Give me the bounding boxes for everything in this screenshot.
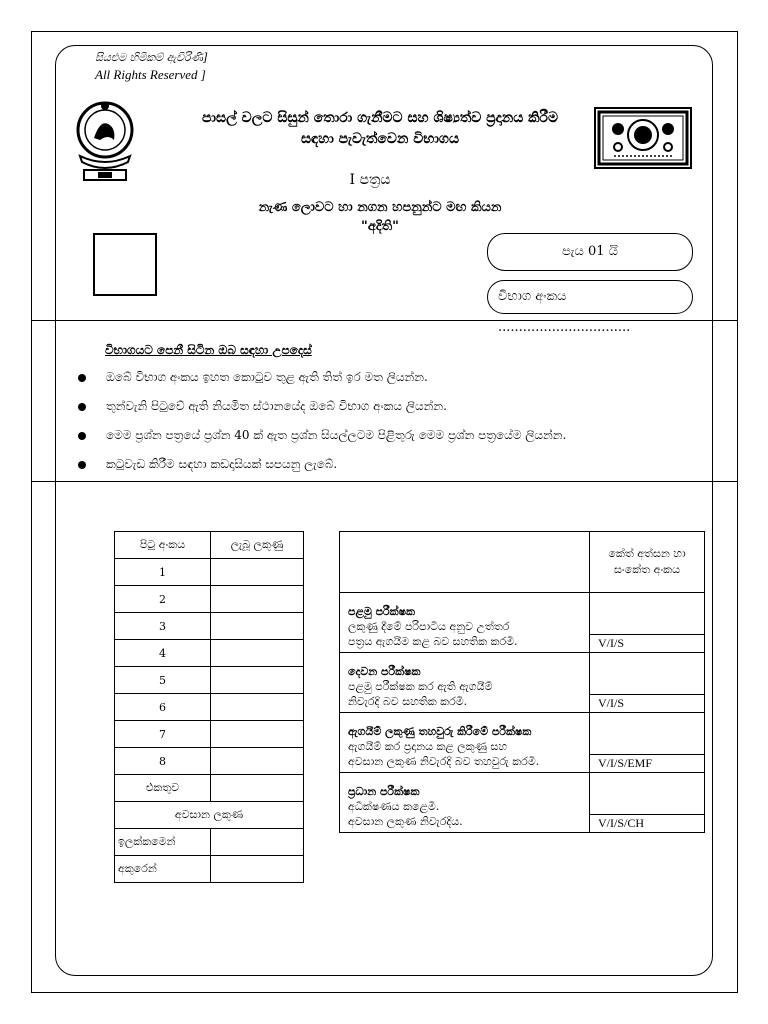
instruction-item: මෙම ප්‍රශ්න පත්‍රයේ ප්‍රශ්න 40 ක් ඇත ප්‍රශ්න සියල්ලටම පිළිතුරු මෙම ප්‍රශ්න පත්‍රයේම ලියන්න. xyxy=(78,428,566,443)
exam-title-line1: පාසල් වලට සිසුන් තොරා ගැනීමට සහ ශිෂ්‍යත්ව ප්‍රදානය කිරීම xyxy=(201,110,559,126)
first-examiner-desc: පළමු පරීක්ෂක ලකුණු දීමේ පරිපාටිය අනුව උත්තර පත්‍රය ඇගයීම කළ බව සහතික කරමි. xyxy=(340,593,590,653)
in-words-label: අකුරෙන් xyxy=(115,856,211,883)
marks-table xyxy=(114,531,304,883)
table-row: 3 xyxy=(115,613,304,640)
table-row xyxy=(340,653,705,695)
table-row: 2 xyxy=(115,586,304,613)
table-row: 4 xyxy=(115,640,304,667)
signature-header: කේත් අත්සන හා සංකේත අංකය xyxy=(590,532,705,593)
bullet-icon xyxy=(78,432,86,440)
duration-pill xyxy=(487,233,693,271)
duration-text: පැය 01 යි xyxy=(562,244,618,259)
instruction-item: තුන්වැනි පිටුවේ ඇති නියමිත ස්ථානයේද ඔබේ විභාග අංකය ලියන්න. xyxy=(78,399,447,414)
table-row: 1 xyxy=(115,559,304,586)
code-cell: V/I/S xyxy=(590,695,705,713)
index-number-box[interactable] xyxy=(93,233,157,296)
marks-cell[interactable] xyxy=(211,694,304,721)
confirm-examiner-desc: ඇගයීම් ලකුණු තහවුරු කිරීමේ පරීක්ෂක ඇගයීම් කර ප්‍රදානය කළ ලකුණු සහ අවසාන ලකුණ නිවැරදි බව තහවුරු කරමි. xyxy=(340,713,590,773)
marks-cell[interactable] xyxy=(211,721,304,748)
bullet-icon xyxy=(78,461,86,469)
national-emblem-icon xyxy=(70,98,140,188)
marks-cell[interactable] xyxy=(211,640,304,667)
index-number-label: විභාග අංකය ................................ xyxy=(498,289,631,335)
table-row: 6 xyxy=(115,694,304,721)
exam-title-line2: සඳහා පැවැත්වෙන විභාගය xyxy=(300,131,460,147)
code-cell: V/I/S xyxy=(590,635,705,653)
paper-subject: නැණ ලොවට හා නගන හපනුන්ට මඟ කියන xyxy=(258,200,502,215)
instruction-item: කටුවැඩ කිරීම සඳහා කඩදාසියක් සපයනු ලැබේ. xyxy=(78,457,337,472)
table-row xyxy=(340,713,705,755)
in-numbers-label: ඉලක්කමෙන් xyxy=(115,829,211,856)
paper-name: "අදිති" xyxy=(361,219,399,234)
total-label: එකතුව xyxy=(115,775,211,802)
second-examiner-desc: දෙවන පරීක්ෂක පළමු පරීක්ෂක කර ඇති ඇගයීම් නිවැරදි බව සහතික කරමි. xyxy=(340,653,590,713)
marks-cell[interactable] xyxy=(211,613,304,640)
signature-cell[interactable] xyxy=(590,713,705,755)
column-header-marks: ලැබූ ලකුණු xyxy=(211,532,304,559)
marks-cell[interactable] xyxy=(211,748,304,775)
divider-instructions xyxy=(31,481,738,482)
signature-cell[interactable] xyxy=(590,773,705,815)
table-row: 7 xyxy=(115,721,304,748)
in-numbers-cell[interactable] xyxy=(211,829,304,856)
divider-header xyxy=(31,320,738,321)
examiner-table xyxy=(339,531,705,833)
code-cell: V/I/S/EMF xyxy=(590,755,705,773)
table-row: 8 xyxy=(115,748,304,775)
final-mark-label: අවසාන ලකුණ xyxy=(115,802,304,829)
marks-cell[interactable] xyxy=(211,667,304,694)
table-row: 5 xyxy=(115,667,304,694)
table-row xyxy=(115,532,304,559)
instruction-item: ඔබේ විභාග අංකය ඉහත කොටුව තුළ ඇති තිත් ඉර මත ලියන්න. xyxy=(78,370,428,385)
signature-cell[interactable] xyxy=(590,653,705,695)
chief-examiner-desc: ප්‍රධාන පරීක්ෂක අධීක්ෂණය කළෙමි. අවසාන ලකුණ නිවැරදිය. xyxy=(340,773,590,833)
rights-sinhala: සියළුම හිමිකම් ඇවිරිණි] xyxy=(95,51,208,64)
table-row xyxy=(115,775,304,802)
column-header-page: පිටු අංකය xyxy=(115,532,211,559)
table-row xyxy=(340,773,705,815)
paper-number: I පත්‍රය xyxy=(349,172,391,188)
in-words-cell[interactable] xyxy=(211,856,304,883)
index-number-field[interactable] xyxy=(487,280,693,335)
table-row xyxy=(340,593,705,635)
marks-cell[interactable] xyxy=(211,559,304,586)
instructions-heading: විභාගයට පෙනී සිටින ඔබ සඳහා උපදෙස් xyxy=(105,343,312,357)
table-row xyxy=(340,532,705,593)
table-row xyxy=(115,829,304,856)
marks-cell[interactable] xyxy=(211,586,304,613)
code-cell: V/I/S/CH xyxy=(590,815,705,833)
rights-notice xyxy=(95,49,207,83)
table-row xyxy=(115,856,304,883)
total-cell[interactable] xyxy=(211,775,304,802)
signature-cell[interactable] xyxy=(590,593,705,635)
bullet-icon xyxy=(78,374,86,382)
rights-english: All Rights Reserved ] xyxy=(95,67,206,82)
bullet-icon xyxy=(78,403,86,411)
table-row xyxy=(115,802,304,829)
